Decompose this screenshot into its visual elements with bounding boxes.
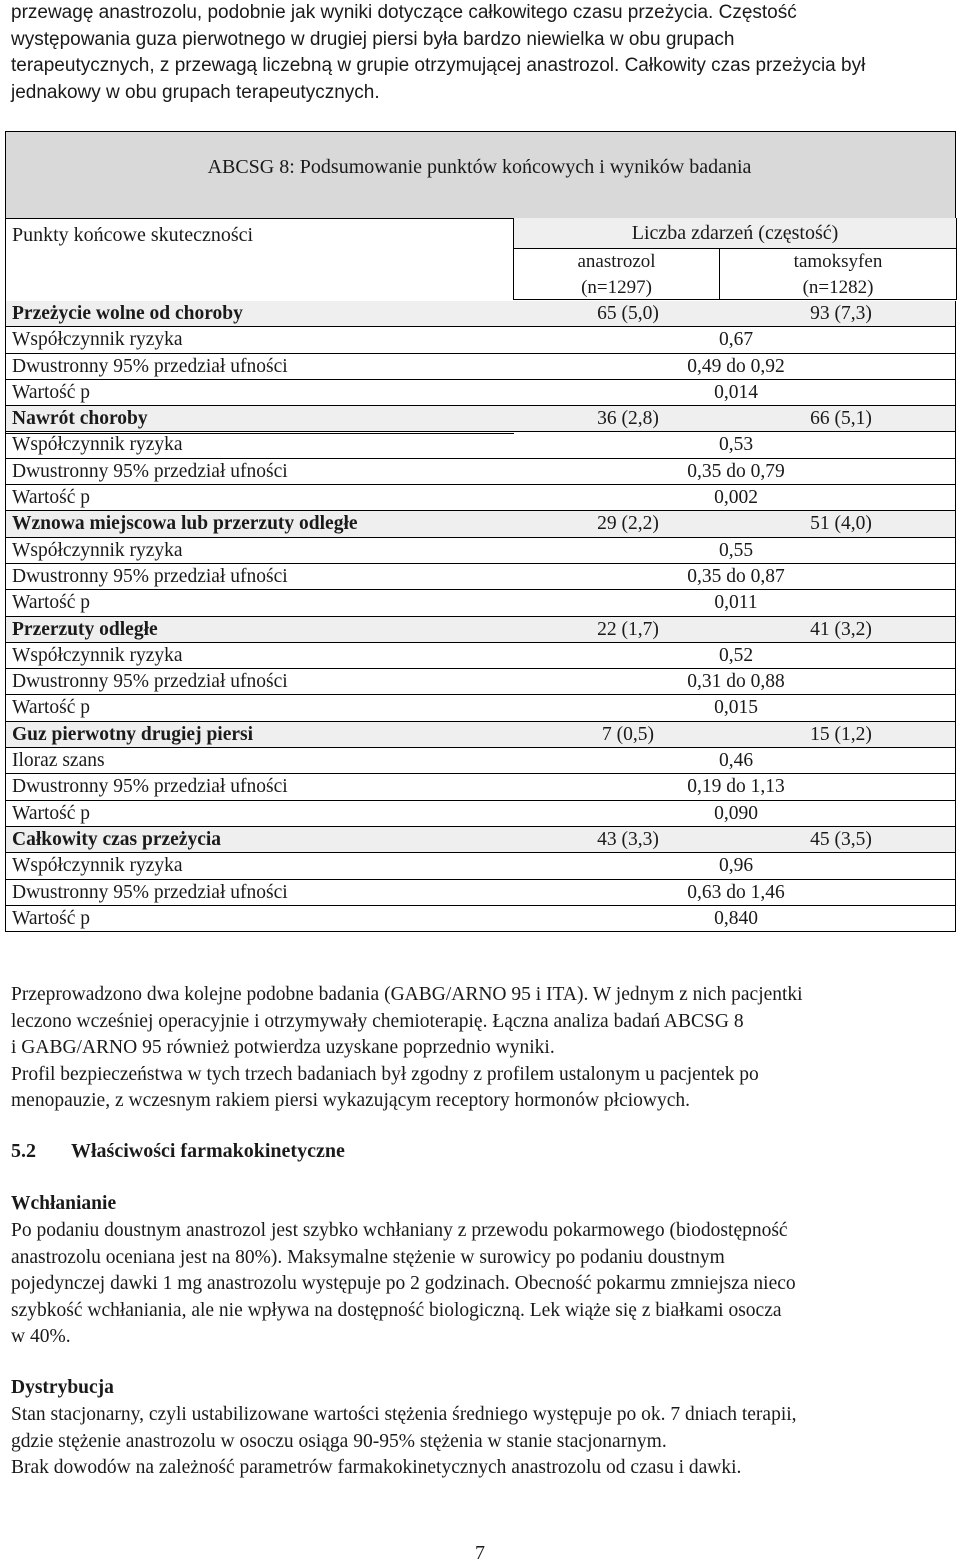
- stat-value: 0,015: [714, 697, 758, 719]
- stat-value: 0,840: [714, 907, 758, 929]
- results-table: [5, 131, 956, 956]
- row-label: Dwustronny 95% przedział ufności: [12, 671, 288, 693]
- row-label: Dwustronny 95% przedział ufności: [12, 460, 288, 482]
- distribution-line: Brak dowodów na zależność parametrów farmakokinetycznych anastrozolu od czasu i dawki.: [11, 1457, 742, 1478]
- section-title: Właściwości farmakokinetyczne: [71, 1140, 345, 1162]
- table-stat-row: [5, 432, 956, 458]
- stat-value: 0,67: [718, 329, 754, 351]
- absorption-line: Po podaniu doustnym anastrozol jest szybko wchłaniany z przewodu pokarmowego (biodostępność: [11, 1220, 788, 1241]
- row-label: Współczynnik ryzyka: [12, 644, 183, 666]
- stat-value: 0,52: [718, 644, 754, 666]
- notes-line: leczono wcześniej operacyjnie i otrzymywały chemioterapię. Łączna analiza badań ABCSG 8: [11, 1010, 744, 1032]
- table-body: [5, 301, 956, 932]
- stat-value: 0,090: [714, 802, 758, 824]
- anastrozol-value: 7 (0,5): [602, 723, 654, 745]
- section-heading: [11, 1140, 345, 1163]
- row-label: Dwustronny 95% przedział ufności: [12, 355, 288, 377]
- table-section-row: [5, 511, 956, 537]
- row-label: Wartość p: [12, 697, 91, 719]
- row-label: Wartość p: [12, 592, 91, 614]
- anastrozol-value: 65 (5,0): [597, 303, 659, 324]
- intro-paragraph: [11, 0, 951, 106]
- distribution-line: gdzie stężenie anastrozolu w osoczu osiąga 90-95% stężenia w stanie stacjonarnym.: [11, 1430, 667, 1452]
- row-label: Współczynnik ryzyka: [12, 855, 183, 877]
- endpoints-header: Punkty końcowe skuteczności: [12, 224, 254, 246]
- distribution-line: Stan stacjonarny, czyli ustabilizowane wartości stężenia średniego występuje po ok. 7 dniach terapii,: [11, 1404, 797, 1425]
- stat-value: 0,35 do 0,87: [687, 565, 785, 587]
- anastrozol-value: 22 (1,7): [597, 618, 659, 640]
- row-label: Dwustronny 95% przedział ufności: [12, 565, 288, 587]
- row-label: Wartość p: [12, 487, 91, 509]
- anastrozol-column-header: [513, 249, 719, 300]
- absorption-line: pojedynczej dawki 1 mg anastrozolu występuje po 2 godzinach. Obecność pokarmu zmniejsza nieco: [11, 1273, 796, 1294]
- stat-value: 0,011: [714, 592, 758, 614]
- stat-value: 0,19 do 1,13: [687, 776, 785, 798]
- events-group-header: Liczba zdarzeń (częstość): [513, 218, 957, 249]
- row-label: Współczynnik ryzyka: [12, 539, 183, 561]
- table-stat-row: [5, 538, 956, 564]
- intro-line: występowania guza pierwotnego w drugiej piersi była bardzo niewielka w obu grupach: [11, 28, 735, 50]
- stat-value: 0,31 do 0,88: [687, 671, 785, 693]
- absorption-line: anastrozolu oceniana jest na 80%). Maksymalne stężenie w surowicy po podaniu doustnym: [11, 1246, 725, 1268]
- notes-line: menopauzie, z wczesnym rakiem piersi wykazującym receptory hormonów płciowych.: [11, 1090, 691, 1111]
- stat-value: 0,49 do 0,92: [687, 355, 785, 377]
- absorption-heading: Wchłanianie: [11, 1193, 117, 1214]
- table-stat-row: [5, 590, 956, 616]
- stat-value: 0,014: [714, 381, 758, 403]
- row-label: Przerzuty odległe: [12, 618, 158, 640]
- row-label: Wartość p: [12, 381, 91, 403]
- absorption-line: w 40%.: [11, 1326, 71, 1347]
- table-stat-row: [5, 774, 956, 800]
- row-label: Nawrót choroby: [12, 408, 148, 430]
- stat-value: 0,63 do 1,46: [687, 881, 785, 903]
- table-stat-row: [5, 853, 956, 879]
- stat-value: 0,96: [718, 855, 754, 877]
- row-label: Guz pierwotny drugiej piersi: [12, 723, 254, 745]
- anastrozol-value: 29 (2,2): [597, 513, 659, 535]
- table-stat-row: [5, 880, 956, 906]
- tamoksyfen-value: 51 (4,0): [810, 513, 872, 535]
- tamoksyfen-name: tamoksyfen: [793, 251, 883, 272]
- table-section-row: [5, 406, 956, 432]
- table-stat-row: [5, 669, 956, 695]
- table-stat-row: [5, 643, 956, 669]
- absorption-line: szybkość wchłaniania, ale nie wpływa na dostępność biologiczną. Lek wiąże się z białkami osocza: [11, 1299, 782, 1321]
- table-stat-row: [5, 906, 956, 932]
- row-label: Współczynnik ryzyka: [12, 434, 183, 456]
- stat-value: 0,55: [718, 539, 754, 561]
- stat-value: 0,53: [718, 434, 754, 456]
- anastrozol-value: 43 (3,3): [597, 828, 659, 850]
- table-stat-row: [5, 354, 956, 380]
- table-stat-row: [5, 564, 956, 590]
- table-stat-row: [5, 801, 956, 827]
- table-stat-row: [5, 748, 956, 774]
- tamoksyfen-column-header: [719, 249, 957, 300]
- page-number: 7: [475, 1542, 485, 1564]
- row-label: Wartość p: [12, 907, 91, 929]
- stat-value: 0,46: [718, 750, 754, 772]
- tamoksyfen-value: 45 (3,5): [810, 828, 872, 850]
- table-title: ABCSG 8: Podsumowanie punktów końcowych i wyników badania: [207, 156, 752, 178]
- row-label: Iloraz szans: [12, 750, 105, 772]
- study-notes-paragraph: [11, 982, 951, 1115]
- table-section-row: [5, 827, 956, 853]
- notes-line: Przeprowadzono dwa kolejne podobne badania (GABG/ARNO 95 i ITA). W jednym z nich pacjentki: [11, 984, 803, 1005]
- stat-value: 0,35 do 0,79: [687, 460, 785, 482]
- tamoksyfen-value: 66 (5,1): [810, 408, 872, 430]
- table-stat-row: [5, 695, 956, 721]
- row-label: Dwustronny 95% przedział ufności: [12, 881, 288, 903]
- row-label: Przeżycie wolne od choroby: [12, 303, 243, 324]
- intro-line: jednakowy w obu grupach terapeutycznych.: [11, 81, 380, 103]
- absorption-paragraph: [11, 1218, 951, 1351]
- distribution-heading: Dystrybucja: [11, 1377, 114, 1398]
- row-label: Całkowity czas przeżycia: [12, 828, 222, 850]
- row-label: Współczynnik ryzyka: [12, 329, 183, 351]
- tamoksyfen-n: (n=1282): [802, 277, 874, 298]
- distribution-paragraph: [11, 1402, 951, 1482]
- anastrozol-n: (n=1297): [581, 277, 652, 298]
- tamoksyfen-value: 93 (7,3): [810, 303, 872, 324]
- notes-line: Profil bezpieczeństwa w tych trzech badaniach był zgodny z profilem ustalonym u pacjentek po: [11, 1063, 759, 1085]
- anastrozol-value: 36 (2,8): [597, 408, 659, 430]
- table-section-row: [5, 722, 956, 748]
- tamoksyfen-value: 15 (1,2): [810, 723, 872, 745]
- section-number: 5.2: [11, 1140, 36, 1162]
- intro-line: terapeutycznych, z przewagą liczebną w grupie otrzymującej anastrozol. Całkowity czas przeżycia był: [11, 55, 866, 76]
- notes-line: i GABG/ARNO 95 również potwierdza uzyskane poprzednio wyniki.: [11, 1037, 555, 1058]
- table-stat-row: [5, 327, 956, 353]
- table-stat-row: [5, 380, 956, 406]
- row-label: Wznowa miejscowa lub przerzuty odległe: [12, 513, 358, 535]
- intro-line: przewagę anastrozolu, podobnie jak wyniki dotyczące całkowitego czasu przeżycia. Częstość: [11, 2, 797, 23]
- table-stat-row: [5, 459, 956, 485]
- anastrozol-name: anastrozol: [577, 251, 656, 272]
- row-label: Wartość p: [12, 802, 91, 824]
- tamoksyfen-value: 41 (3,2): [810, 618, 872, 640]
- table-stat-row: [5, 485, 956, 511]
- stat-value: 0,002: [714, 487, 758, 509]
- row-label: Dwustronny 95% przedział ufności: [12, 776, 288, 798]
- table-section-row: [5, 301, 956, 327]
- table-section-row: [5, 617, 956, 643]
